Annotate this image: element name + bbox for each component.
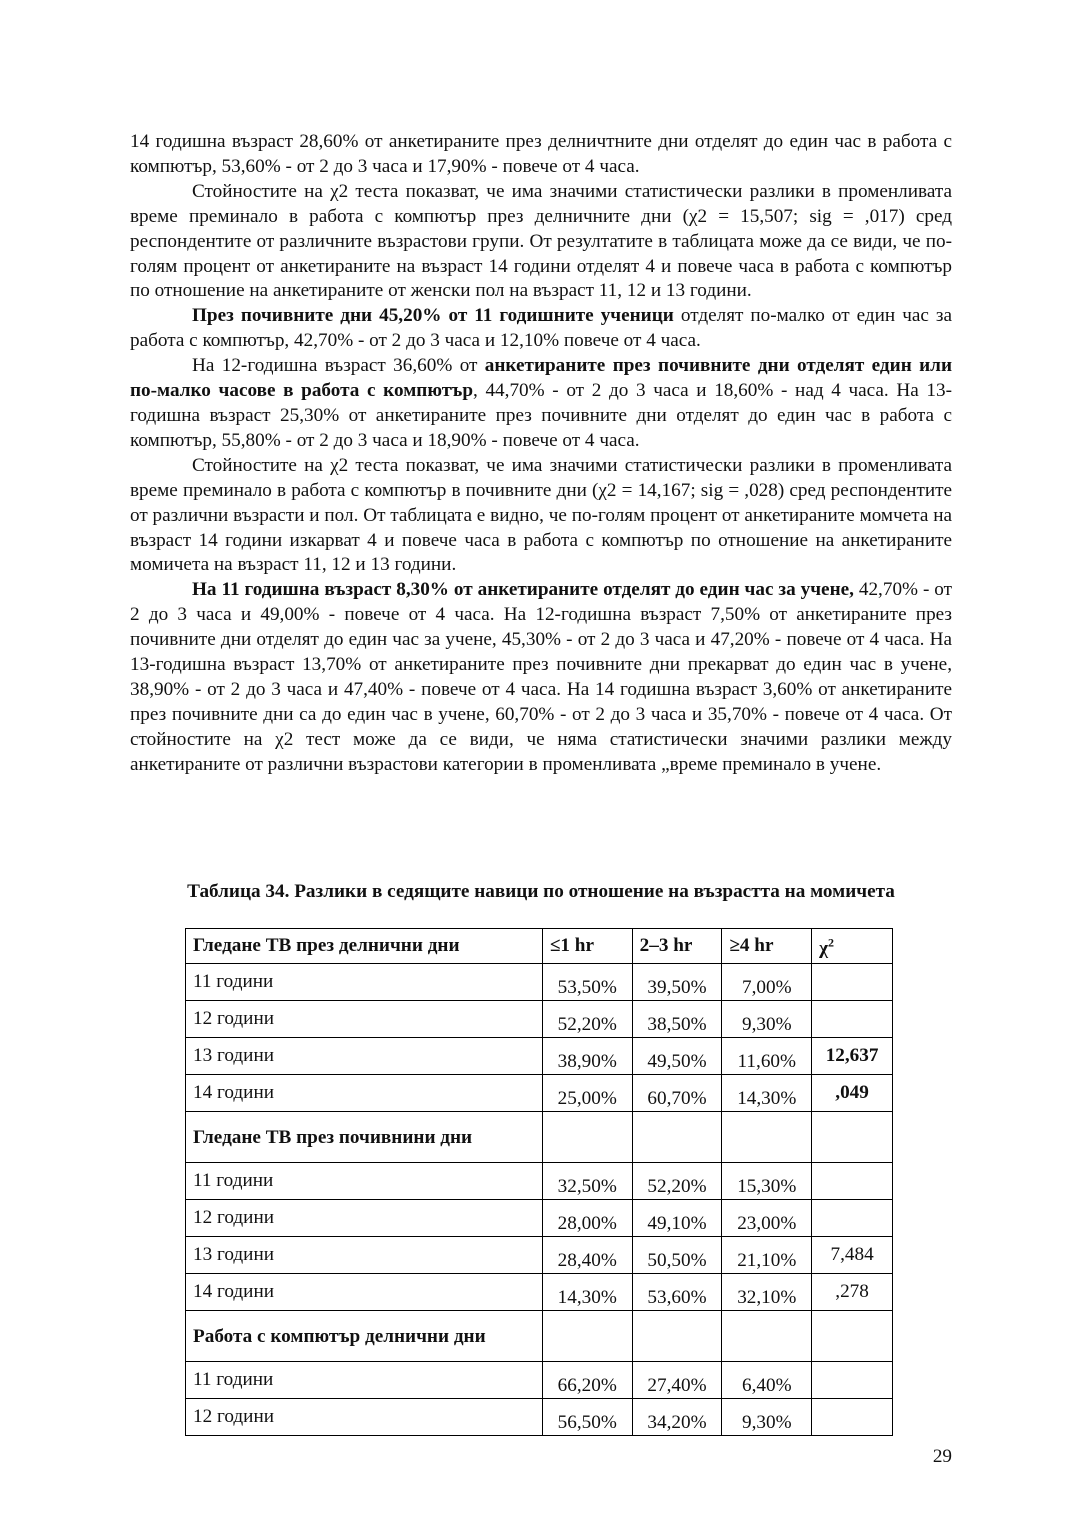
table-row xyxy=(186,1163,893,1200)
value-cell: 49,10% xyxy=(632,1200,722,1237)
value-cell: 56,50% xyxy=(542,1399,632,1436)
header-cell-category: Гледане ТВ през делнични дни xyxy=(186,929,543,964)
bold-text: На 11 годишна възраст 8,30% от анкетираните отделят до един час за учене, xyxy=(192,579,854,601)
header-cell-chi2 xyxy=(812,929,893,964)
chi2-label: $\chi^2$ xyxy=(819,935,835,960)
value-cell: 38,50% xyxy=(632,1001,722,1038)
value-cell: 53,50% xyxy=(542,964,632,1001)
value-cell: 9,30% xyxy=(722,1001,812,1038)
text-run: Стойностите на χ2 теста показват, че има значими статистически разлики в променливата време преминало в работа с компютър през делничните дни (χ2 = 15,507; sig = ,017) сред респондентите от различните възрастови групи. От резултатите в таблицата може да се види, че по-голям процент от анкетираните на възраст 14 години отделят 4 и повече часа в работа с компютър по отношение на анкетираните от женски пол на възраст 11, 12 и 13 години. xyxy=(130,180,952,302)
empty-cell xyxy=(542,1311,632,1362)
table-header-row xyxy=(186,929,893,964)
age-cell: 14 години xyxy=(186,1274,543,1311)
value-cell: 32,10% xyxy=(722,1274,812,1311)
empty-cell xyxy=(812,1311,893,1362)
paragraph xyxy=(130,578,952,777)
age-cell: 11 години xyxy=(186,1163,543,1200)
value-cell: 49,50% xyxy=(632,1038,722,1075)
chi2-cell xyxy=(812,1399,893,1436)
value-cell: 14,30% xyxy=(542,1274,632,1311)
value-cell: 28,00% xyxy=(542,1200,632,1237)
value-cell: 7,00% xyxy=(722,964,812,1001)
empty-cell xyxy=(632,1112,722,1163)
text-run: 42,70% - от 2 до 3 часа и 49,00% - повече от 4 часа. На 12-годишна възраст 7,50% от анкетираните през почивните дни отделят до един час за учене, 45,30% - от 2 до 3 часа и 47,20% - повече от 4 часа. На 13-годишна възраст 13,70% от анкетираните през почивните дни прекарват до един час в учене, 38,90% - от 2 до 3 часа и 47,40% - повече от 4 часа. На 14 годишна възраст 3,60% от анкетираните през почивните дни са до един час в учене, 60,70% - от 2 до 3 часа и 35,70% - повече от 4 часа. От стойностите на χ2 тест може да се види, че няма статистически значими разлики между анкетираните от различни възрастови категории в променливата „време преминало в учене. xyxy=(130,579,952,775)
value-cell: 11,60% xyxy=(722,1038,812,1075)
age-cell: 11 години xyxy=(186,964,543,1001)
text-run: отделят по-малко от един час за работа с компютър, 42,70% - от 2 до 3 часа и 12,10% повече от 4 часа. xyxy=(130,305,952,352)
chi2-cell: 7,484 xyxy=(812,1237,893,1274)
age-cell: 12 години xyxy=(186,1200,543,1237)
empty-cell xyxy=(542,1112,632,1163)
paragraph xyxy=(130,354,952,454)
age-cell: 11 години xyxy=(186,1362,543,1399)
text-run: , 44,70% - от 2 до 3 часа и 18,60% - над 4 часа. На 13-годишна възраст 25,30% от анкетираните през почивните дни отделят до един час в работа с компютър, 55,80% - от 2 до 3 часа и 18,90% - повече от 4 часа. xyxy=(130,380,952,451)
table-row xyxy=(186,1399,893,1436)
value-cell: 28,40% xyxy=(542,1237,632,1274)
text-run: На 12-годишна възраст 36,60% от xyxy=(192,355,485,377)
table-row xyxy=(186,1362,893,1399)
chi2-cell xyxy=(812,964,893,1001)
value-cell: 52,20% xyxy=(542,1001,632,1038)
value-cell: 66,20% xyxy=(542,1362,632,1399)
empty-cell xyxy=(812,1112,893,1163)
value-cell: 52,20% xyxy=(632,1163,722,1200)
paragraph xyxy=(130,304,952,354)
table-row xyxy=(186,964,893,1001)
table-row xyxy=(186,1075,893,1112)
paragraph xyxy=(130,180,952,305)
bold-text: анкетираните през почивните дни отделят един или по-малко часове в работа с компютър xyxy=(130,355,952,402)
header-cell-le1: ≤1 hr xyxy=(542,929,632,964)
empty-cell xyxy=(632,1311,722,1362)
value-cell: 14,30% xyxy=(722,1075,812,1112)
data-table xyxy=(185,928,893,1436)
header-cell-2to3: 2–3 hr xyxy=(632,929,722,964)
value-cell: 39,50% xyxy=(632,964,722,1001)
empty-cell xyxy=(722,1311,812,1362)
value-cell: 34,20% xyxy=(632,1399,722,1436)
value-cell: 25,00% xyxy=(542,1075,632,1112)
section-header-row xyxy=(186,1311,893,1362)
value-cell: 38,90% xyxy=(542,1038,632,1075)
paragraph xyxy=(130,454,952,579)
age-cell: 12 години xyxy=(186,1001,543,1038)
chi2-cell xyxy=(812,1200,893,1237)
age-cell: 13 години xyxy=(186,1038,543,1075)
value-cell: 32,50% xyxy=(542,1163,632,1200)
chi2-cell: ,049 xyxy=(812,1075,893,1112)
page-number: 29 xyxy=(932,1446,952,1467)
chi2-cell xyxy=(812,1001,893,1038)
age-cell: 13 години xyxy=(186,1237,543,1274)
table-caption: Таблица 34. Разлики в седящите навици по отношение на възрастта на момичета xyxy=(187,881,895,902)
chi2-cell: ,278 xyxy=(812,1274,893,1311)
value-cell: 6,40% xyxy=(722,1362,812,1399)
empty-cell xyxy=(722,1112,812,1163)
value-cell: 23,00% xyxy=(722,1200,812,1237)
bold-text: През почивните дни 45,20% от 11 годишните ученици xyxy=(192,305,674,327)
chi2-cell xyxy=(812,1362,893,1399)
section-header-row xyxy=(186,1112,893,1163)
age-cell: 12 години xyxy=(186,1399,543,1436)
section-label: Работа с компютър делнични дни xyxy=(186,1311,543,1362)
age-cell: 14 години xyxy=(186,1075,543,1112)
section-label: Гледане ТВ през почивнини дни xyxy=(186,1112,543,1163)
value-cell: 53,60% xyxy=(632,1274,722,1311)
header-cell-ge4: ≥4 hr xyxy=(722,929,812,964)
table-row xyxy=(186,1237,893,1274)
value-cell: 9,30% xyxy=(722,1399,812,1436)
chi2-cell: 12,637 xyxy=(812,1038,893,1075)
paragraph xyxy=(130,130,952,180)
table-row xyxy=(186,1001,893,1038)
value-cell: 15,30% xyxy=(722,1163,812,1200)
text-run: 14 годишна възраст 28,60% от анкетираните през делничтните дни отделят до един час в работа с компютър, 53,60% - от 2 до 3 часа и 17,90% - повече от 4 часа. xyxy=(130,131,952,177)
table-row xyxy=(186,1274,893,1311)
table-row xyxy=(186,1200,893,1237)
value-cell: 27,40% xyxy=(632,1362,722,1399)
body-text xyxy=(130,130,952,778)
text-run: Стойностите на χ2 теста показват, че има значими статистически разлики в променливата време преминало в работа с компютър в почивните дни (χ2 = 14,167; sig = ,028) сред респондентите от различни възрасти и пол. От таблицата е видно, че по-голям процент от анкетираните момчета на възраст 14 години изкарват 4 и повече часа в работа с компютър по отношение на анкетираните момичета на възраст 11, 12 и 13 години. xyxy=(130,454,952,576)
value-cell: 60,70% xyxy=(632,1075,722,1112)
value-cell: 21,10% xyxy=(722,1237,812,1274)
chi2-cell xyxy=(812,1163,893,1200)
value-cell: 50,50% xyxy=(632,1237,722,1274)
table-row xyxy=(186,1038,893,1075)
